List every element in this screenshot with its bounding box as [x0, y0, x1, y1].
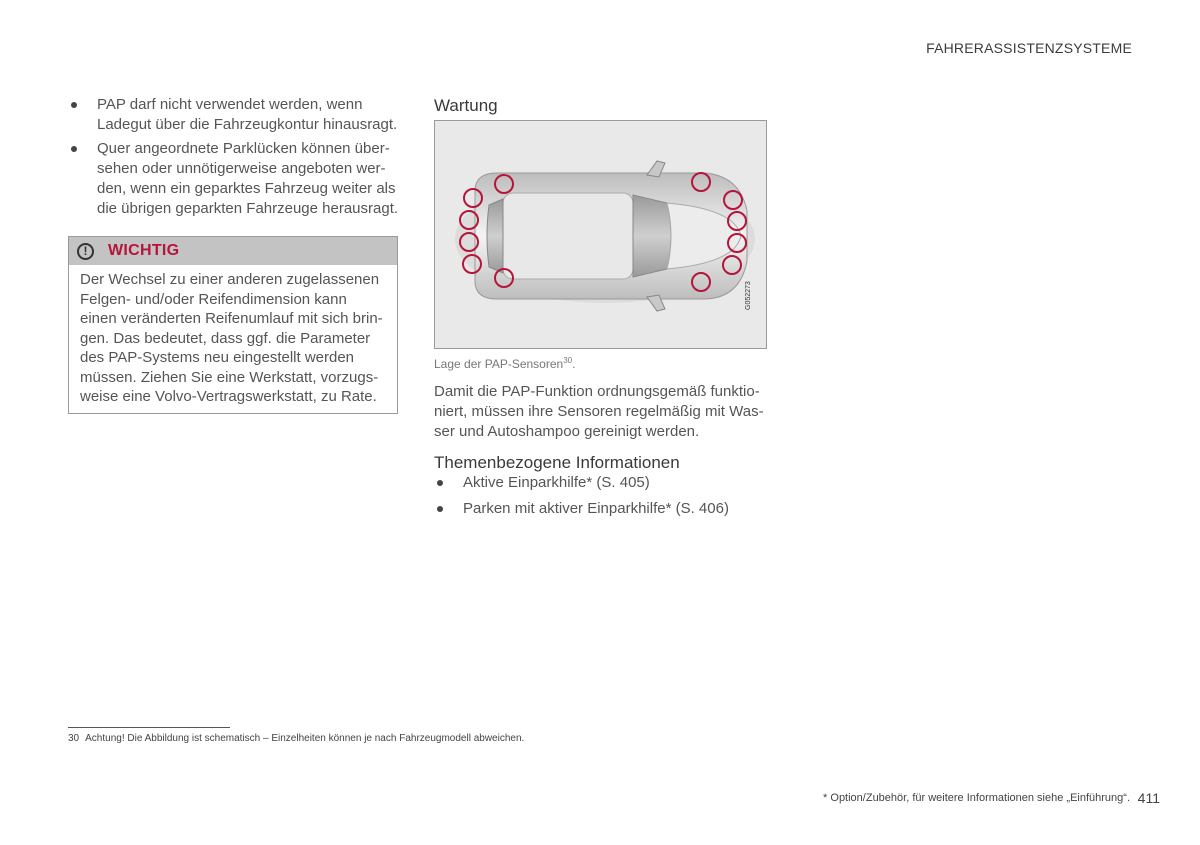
- list-item: PAP darf nicht verwendet werden, wenn Ladegut über die Fahrzeugkontur hinausragt.: [68, 95, 403, 135]
- section-heading: Wartung: [434, 96, 498, 115]
- warning-title: WICHTIG: [108, 242, 180, 259]
- related-heading: Themenbezogene Informationen: [434, 453, 680, 472]
- figure-caption: [434, 356, 575, 371]
- warning-box: [68, 236, 398, 414]
- footnote-number: 30: [68, 733, 80, 744]
- sensor-figure: [434, 120, 767, 349]
- section-title: FAHRERASSISTENZSYSTEME: [926, 40, 1132, 56]
- caption-text: Lage der PAP-Sensoren: [434, 357, 564, 371]
- warning-header: [69, 237, 397, 265]
- related-link-2[interactable]: Parken mit aktiver Einparkhilfe* (S. 406): [434, 499, 774, 519]
- page-number: 411: [1137, 790, 1160, 806]
- caption-end: .: [572, 357, 576, 371]
- footnote-divider: [68, 727, 230, 728]
- car-illustration: [435, 121, 766, 348]
- related-list: [434, 473, 774, 525]
- footnote-text: Achtung! Die Abbildung ist schematisch – Einzelheiten können je nach Fahrzeugmodell abweichen.: [85, 733, 525, 744]
- figure-id: G052273: [745, 281, 752, 310]
- exclamation-icon: !: [77, 243, 94, 260]
- footnote: [68, 733, 524, 744]
- bullet-list: [68, 95, 403, 223]
- related-link-1[interactable]: Aktive Einparkhilfe* (S. 405): [434, 473, 774, 493]
- list-item: Quer angeordnete Parklücken können über-sehen oder unnötigerweise angeboten wer-den, wenn ein geparktes Fahrzeug weiter als die übrigen geparkten Fahrzeuge herausragt.: [68, 139, 403, 219]
- footnote-ref: 30: [563, 356, 573, 365]
- warning-text: Der Wechsel zu einer anderen zugelassenen Felgen- und/oder Reifendimension kann einen veränderten Reifenumlauf mit sich brin-gen. Das bedeutet, dass ggf. die Parameter des PAP-Systems neu eingestellt werden müssen. Ziehen Sie eine Werkstatt, vorzugs-weise eine Volvo-Vertragswerkstatt, zu Rate.: [80, 271, 383, 405]
- footer-note: * Option/Zubehör, für weitere Informationen siehe „Einführung“.: [823, 792, 1130, 804]
- body-text: Damit die PAP-Funktion ordnungsgemäß funktio-niert, müssen ihre Sensoren regelmäßig mit Was-ser und Autoshampoo gereinigt werden.: [434, 383, 764, 440]
